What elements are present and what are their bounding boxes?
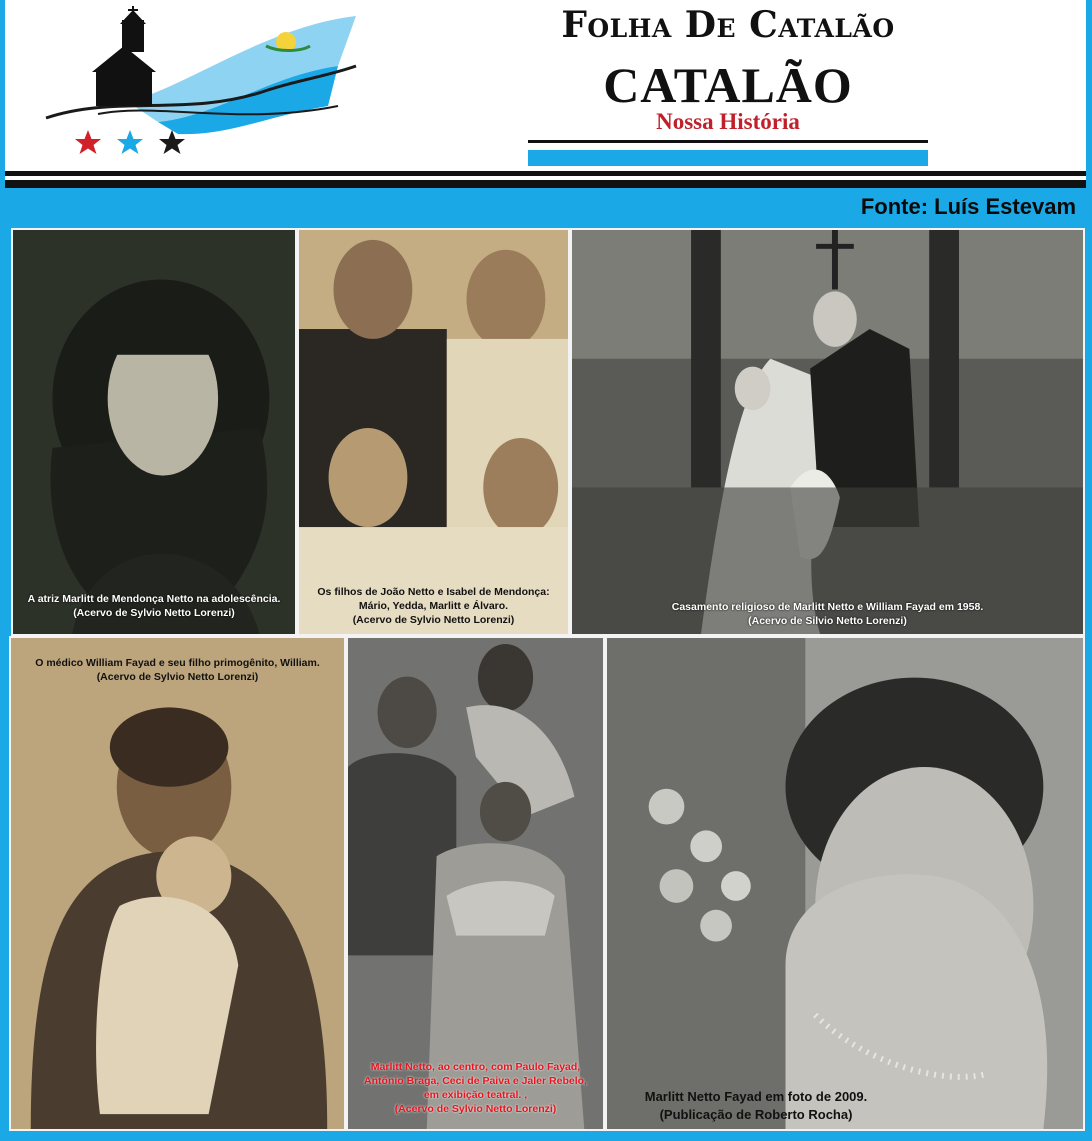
photo-theater <box>346 636 605 1131</box>
photo-wedding-1958 <box>570 228 1085 636</box>
portrait-image <box>13 230 295 634</box>
caption-line: (Acervo de Sylvio Netto Lorenzi) <box>394 1103 557 1115</box>
star-blue-icon <box>117 130 143 154</box>
header-divider-thick <box>5 180 1086 188</box>
photo-netto-children <box>297 228 570 636</box>
photo-marlitt-2009 <box>605 636 1085 1131</box>
wedding-image <box>572 230 1083 634</box>
title-rule <box>528 140 928 143</box>
header-divider <box>5 171 1086 176</box>
theater-image <box>348 638 603 1129</box>
elderly-portrait-image <box>607 638 1083 1129</box>
caption-line: Mário, Yedda, Marlitt e Álvaro. <box>358 600 509 612</box>
church-flag-logo <box>38 6 358 164</box>
caption-line: Antônio Braga, Ceci de Paiva e Jaler Rebelo, <box>364 1075 587 1087</box>
photo-marlitt-adolescence <box>11 228 297 636</box>
city-title: CATALÃO <box>603 57 853 113</box>
caption-line: em exibição teatral. , <box>423 1089 528 1101</box>
caption-line: (Acervo de Sylvio Netto Lorenzi) <box>96 671 259 683</box>
caption-line: O médico William Fayad e seu filho primogênito, William. <box>35 657 320 669</box>
children-image <box>299 230 568 634</box>
photo-william-fayad-son <box>9 636 346 1131</box>
caption-line: (Acervo de Sylvio Netto Lorenzi) <box>73 607 235 619</box>
star-red-icon <box>75 130 101 154</box>
caption-line: Casamento religioso de Marlitt Netto e William Fayad em 1958. <box>671 601 984 613</box>
caption-line: A atriz Marlitt de Mendonça Netto na adolescência. <box>27 593 281 605</box>
caption-line: (Acervo de Sylvio Netto Lorenzi) <box>352 614 515 626</box>
title-blue-bar <box>528 150 928 166</box>
caption-line: (Acervo de Silvio Netto Lorenzi) <box>748 615 907 627</box>
caption-line: Marlitt Netto Fayad em foto de 2009. <box>644 1089 868 1104</box>
source-credit: Fonte: Luís Estevam <box>860 194 1076 219</box>
caption-line: Os filhos de João Netto e Isabel de Mendonça: <box>317 586 550 598</box>
section-title: Nossa História <box>656 109 800 134</box>
father-son-image <box>11 638 344 1129</box>
caption-line: Marlitt Netto, ao centro, com Paulo Fayad, <box>370 1061 581 1073</box>
publication-name: Folha De Catalão <box>561 4 895 46</box>
caption-line: (Publicação de Roberto Rocha) <box>659 1107 853 1122</box>
